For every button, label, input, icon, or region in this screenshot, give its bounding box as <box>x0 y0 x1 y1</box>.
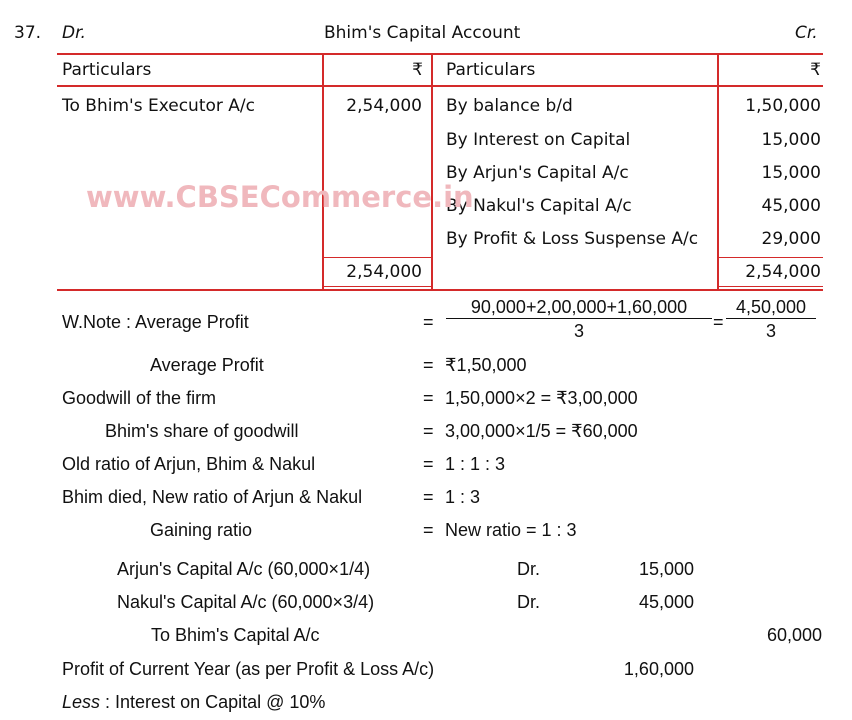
note-line-value: 1 : 3 <box>445 487 481 507</box>
journal-debit: 15,000 <box>638 559 694 579</box>
less-word: Less <box>62 692 101 712</box>
credit-entry-particulars: By balance b/d <box>446 96 573 116</box>
total-profit-fraction <box>726 296 816 343</box>
note-line-value: ₹1,50,000 <box>445 355 527 375</box>
credit-total-double-line <box>718 286 823 287</box>
credit-entry-particulars: By Arjun's Capital A/c <box>446 163 629 183</box>
header-bottom-border <box>57 85 823 87</box>
journal-particulars: Arjun's Capital A/c (60,000×1/4) <box>117 559 371 579</box>
header-right-particulars: Particulars <box>446 60 536 80</box>
fraction-numerator: 4,50,000 <box>726 296 816 319</box>
debit-total-double-line <box>323 286 433 287</box>
less-description: : Interest on Capital @ 10% <box>100 692 326 712</box>
credit-entry-particulars: By Profit & Loss Suspense A/c <box>446 229 699 249</box>
note-line-value: 3,00,000×1/5 = ₹60,000 <box>445 421 638 441</box>
watermark-text: www.CBSECommerce.in <box>86 180 474 214</box>
question-number: 37. <box>14 23 42 43</box>
fraction-denominator: 3 <box>765 321 776 341</box>
equals-sign: = <box>423 355 434 375</box>
credit-entry-amount: 15,000 <box>761 130 821 150</box>
account-title: Bhim's Capital Account <box>324 23 521 43</box>
current-year-profit-value: 1,60,000 <box>623 659 694 679</box>
equals-sign: = <box>713 312 724 332</box>
debit-total: 2,54,000 <box>346 262 422 282</box>
col-divider-center <box>431 53 433 291</box>
col-divider-left-amount <box>322 53 324 291</box>
header-left-particulars: Particulars <box>62 60 152 80</box>
equals-sign: = <box>423 421 434 441</box>
journal-particulars: Nakul's Capital A/c (60,000×3/4) <box>117 592 375 612</box>
note-line-label: Bhim's share of goodwill <box>105 421 299 441</box>
table-bottom-border <box>57 289 823 291</box>
credit-entry-particulars: By Interest on Capital <box>446 130 631 150</box>
equals-sign: = <box>423 454 434 474</box>
equals-sign: = <box>423 487 434 507</box>
credit-entry-amount: 29,000 <box>761 229 821 249</box>
table-top-border <box>57 53 823 55</box>
journal-dr-marker: Dr. <box>517 559 541 579</box>
debit-entry-amount: 2,54,000 <box>346 96 422 116</box>
working-note-label: W.Note : Average Profit <box>62 312 249 332</box>
debit-total-top-line <box>323 257 433 258</box>
header-left-amount: ₹ <box>412 60 423 80</box>
credit-total: 2,54,000 <box>745 262 821 282</box>
debit-entry-particulars: To Bhim's Executor A/c <box>62 96 255 116</box>
dr-label: Dr. <box>62 23 86 43</box>
average-profit-fraction <box>446 296 712 343</box>
note-line-label: Bhim died, New ratio of Arjun & Nakul <box>62 487 363 507</box>
less-interest-line <box>62 692 325 713</box>
credit-entry-amount: 1,50,000 <box>745 96 821 116</box>
fraction-numerator: 90,000+2,00,000+1,60,000 <box>446 296 712 319</box>
note-line-value: New ratio = 1 : 3 <box>445 520 577 540</box>
equals-sign: = <box>423 312 434 332</box>
journal-particulars: To Bhim's Capital A/c <box>151 625 320 645</box>
journal-credit: 60,000 <box>766 625 822 645</box>
note-line-value: 1 : 1 : 3 <box>445 454 506 474</box>
header-right-amount: ₹ <box>810 60 821 80</box>
credit-entry-particulars: By Nakul's Capital A/c <box>446 196 632 216</box>
credit-entry-amount: 15,000 <box>761 163 821 183</box>
note-line-label: Goodwill of the firm <box>62 388 217 408</box>
note-line-label: Gaining ratio <box>150 520 253 540</box>
credit-entry-amount: 45,000 <box>761 196 821 216</box>
note-line-label: Old ratio of Arjun, Bhim & Nakul <box>62 454 316 474</box>
col-divider-right-amount <box>717 53 719 291</box>
note-line-label: Average Profit <box>150 355 264 375</box>
journal-dr-marker: Dr. <box>517 592 541 612</box>
current-year-profit-label: Profit of Current Year (as per Profit & Loss A/c) <box>62 659 435 679</box>
fraction-denominator: 3 <box>573 321 584 341</box>
credit-total-top-line <box>718 257 823 258</box>
equals-sign: = <box>423 520 434 540</box>
journal-debit: 45,000 <box>638 592 694 612</box>
note-line-value: 1,50,000×2 = ₹3,00,000 <box>445 388 638 408</box>
cr-label: Cr. <box>795 23 818 43</box>
equals-sign: = <box>423 388 434 408</box>
